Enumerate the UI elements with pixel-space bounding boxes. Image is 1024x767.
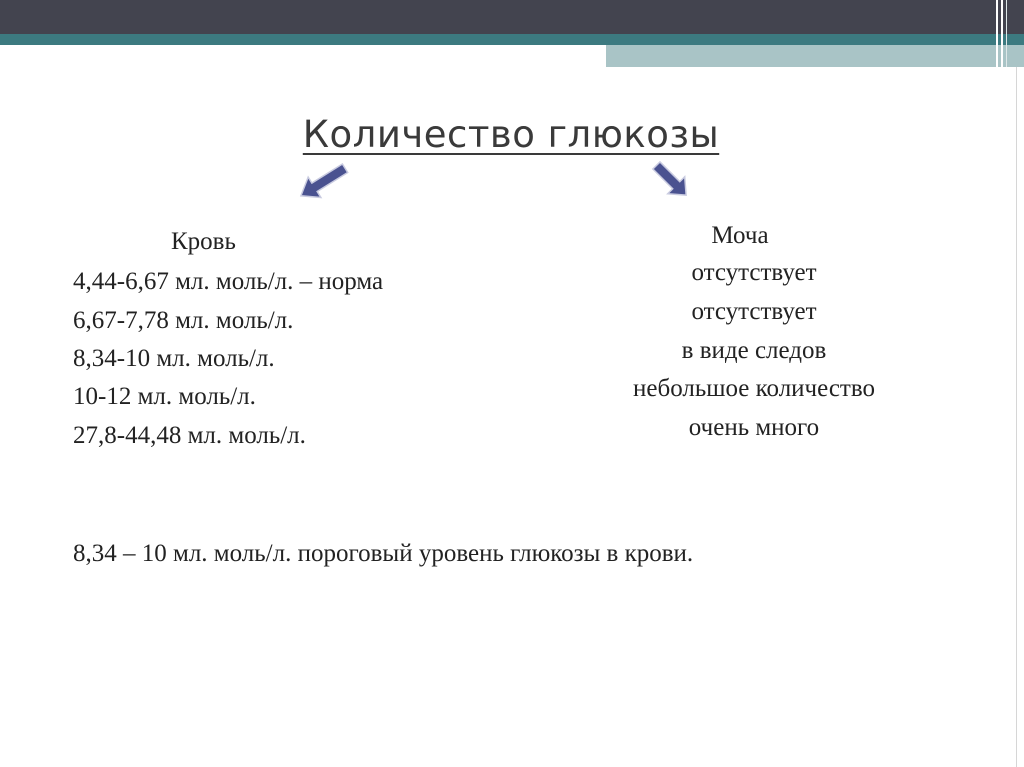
threshold-note: 8,34 – 10 мл. моль/л. пороговый уровень глюкозы в крови. [73, 540, 694, 567]
slide-edge [1016, 67, 1017, 767]
decor-line [996, 0, 998, 67]
blood-line: 10-12 мл. моль/л. [73, 383, 256, 410]
top-teal-bar [0, 34, 1024, 45]
urine-line: отсутствует [691, 298, 817, 325]
urine-line: отсутствует [691, 259, 817, 286]
blood-line: 8,34-10 мл. моль/л. [73, 345, 275, 372]
urine-line: в виде следов [681, 337, 827, 364]
top-dark-bar [0, 0, 1024, 34]
urine-line: очень много [688, 414, 820, 441]
blood-heading: Кровь [171, 228, 236, 255]
blood-line: 27,8-44,48 мл. моль/л. [73, 422, 306, 449]
arrow-down-left-icon [292, 160, 354, 204]
arrow-down-right-icon [650, 160, 694, 204]
urine-line: небольшое количество [633, 375, 875, 402]
top-light-bar [606, 45, 1024, 67]
slide-title [0, 113, 1024, 156]
urine-heading: Моча [711, 222, 769, 249]
blood-line: 4,44-6,67 мл. моль/л. – норма [73, 268, 384, 295]
decor-line [1006, 0, 1007, 67]
decor-line [1001, 0, 1003, 67]
blood-line: 6,67-7,78 мл. моль/л. [73, 307, 294, 334]
slide-title-text: Количество глюкозы [302, 113, 720, 156]
